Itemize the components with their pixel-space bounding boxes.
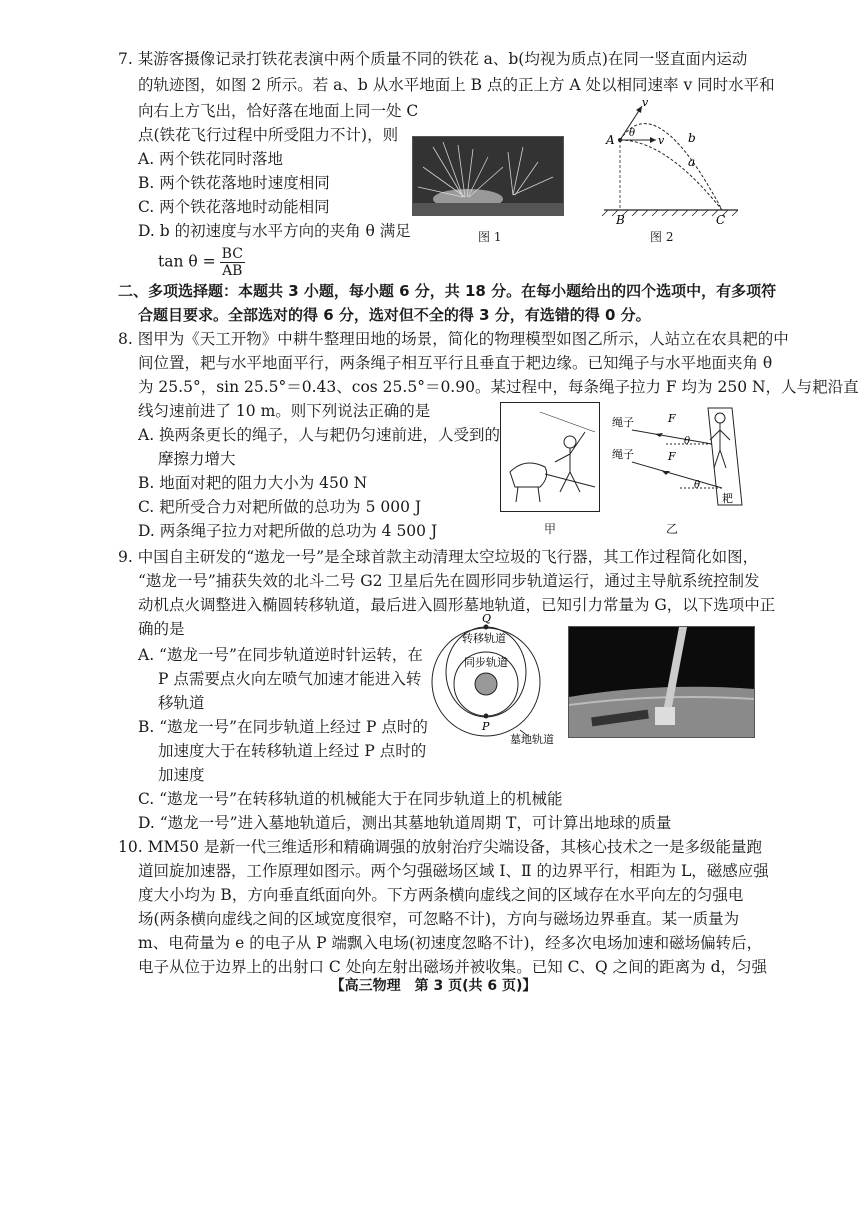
q9-option-a-line-1: A. “遨龙一号”在同步轨道逆时针运转，在 — [138, 646, 423, 664]
q8-angle-label-top: θ — [684, 436, 691, 447]
fig2-label-c-point: C — [716, 213, 726, 227]
q9-option-a-line-3: 移轨道 — [158, 694, 205, 712]
q10-line-2: 道回旋加速器，工作原理如图示。两个匀强磁场区域 Ⅰ、Ⅱ 的边界平行，相距为 L，磁感应强 — [138, 862, 769, 880]
q10-line-3: 度大小均为 B，方向垂直纸面向外。下方两条横向虚线之间的区域存在水平向左的匀强电 — [138, 886, 744, 904]
page-footer: 【高三物理 第 3 页(共 6 页)】 — [330, 978, 537, 994]
q7-line-4: 点(铁花飞行过程中所受阻力不计)，则 — [138, 126, 399, 144]
q9-label-q: Q — [482, 612, 492, 625]
fireworks-image — [413, 137, 563, 215]
q7-line-1: 7. 某游客摄像记录打铁花表演中两个质量不同的铁花 a、b(均视为质点)在同一竖直面内运动 — [118, 50, 748, 68]
q9-option-b-line-1: B. “遨龙一号”在同步轨道上经过 P 点时的 — [138, 718, 428, 736]
q8-line-1: 8. 图甲为《天工开物》中耕牛整理田地的场景，简化的物理模型如图乙所示，人站立在农具耙的中 — [118, 330, 789, 348]
q7-option-d: D. b 的初速度与水平方向的夹角 θ 满足 — [138, 222, 411, 240]
section-2-line-1: 二、多项选择题：本题共 3 小题，每小题 6 分，共 18 分。在每小题给出的四个选项中，有多项符 — [118, 282, 777, 300]
q9-label-p: P — [482, 720, 490, 733]
q7-option-b: B. 两个铁花落地时速度相同 — [138, 174, 330, 192]
q7-figure-2-caption: 图 2 — [650, 230, 674, 244]
q8-line-4: 线匀速前进了 10 m。则下列说法正确的是 — [138, 402, 431, 420]
q8-figure-jia-caption: 甲 — [544, 522, 557, 536]
fig2-label-v-angled: v — [642, 96, 649, 109]
q9-line-4: 确的是 — [138, 620, 185, 638]
q7-line-3: 向右上方飞出，恰好落在地面上同一处 C — [138, 102, 419, 120]
q9-option-a-line-2: P 点需要点火向左喷气加速才能进入转 — [158, 670, 422, 688]
q8-force-label-bottom: F — [668, 450, 676, 463]
q10-line-5: m、电荷量为 e 的电子从 P 端飘入电场(初速度忽略不计)，经多次电场加速和磁场偏转后， — [138, 934, 763, 952]
q8-rope-label-top: 绳子 — [612, 416, 634, 429]
q10-line-1: 10. MM50 是新一代三维适形和精确调强的放射治疗尖端设备，其核心技术之一是多级能量跑 — [118, 838, 762, 856]
fig2-label-a-point: A — [606, 133, 615, 147]
q9-option-b-line-3: 加速度 — [158, 766, 205, 784]
q7-option-c: C. 两个铁花落地时动能相同 — [138, 198, 330, 216]
q7-figure-1-photo — [412, 136, 564, 216]
q9-line-2: “遨龙一号”捕获失效的北斗二号 G2 卫星后先在圆形同步轨道运行，通过主导航系统控制发 — [138, 572, 760, 590]
q10-line-4: 场(两条横向虚线之间的区域宽度很窄，可忽略不计)，方向与磁场边界垂直。某一质量为 — [138, 910, 740, 928]
q7-tan-fraction — [220, 246, 245, 279]
q8-figure-yi-diagram — [610, 400, 750, 515]
fig2-label-b-curve: b — [688, 131, 696, 145]
q8-option-a-line-2: 摩擦力增大 — [158, 450, 236, 468]
spacecraft-image — [569, 627, 754, 737]
q8-line-3: 为 25.5°，sin 25.5°＝0.43、cos 25.5°＝0.90。某过程中，每条绳子拉力 F 均为 250 N，人与耙沿直 — [138, 378, 859, 396]
q8-figure-yi-caption: 乙 — [666, 522, 679, 536]
q10-line-6: 电子从位于边界上的出射口 C 处向左射出磁场并被收集。已知 C、Q 之间的距离为 d，匀强 — [138, 958, 767, 976]
q8-line-2: 间位置，耙与水平地面平行，两条绳子相互平行且垂直于耙边缘。已知绳子与水平地面夹角 θ — [138, 354, 773, 372]
q9-orbit-diagram — [428, 612, 558, 744]
q8-angle-label-bottom: θ — [694, 480, 701, 491]
fig2-label-v-horizontal: v — [658, 134, 665, 147]
q9-label-graveyard-orbit: 墓地轨道 — [510, 733, 554, 744]
section-2-line-2: 合题目要求。全部选对的得 6 分，选对但不全的得 3 分，有选错的得 0 分。 — [138, 306, 651, 324]
q9-line-1: 9. 中国自主研发的“遨龙一号”是全球首款主动清理太空垃圾的飞行器，其工作过程简化如图， — [118, 548, 759, 566]
q7-figure-2-diagram — [596, 96, 744, 228]
q7-tan-numerator: BC — [221, 246, 243, 262]
q8-rope-label-bottom: 绳子 — [612, 448, 634, 461]
q8-option-b: B. 地面对耙的阻力大小为 450 N — [138, 474, 368, 492]
q8-option-a-line-1: A. 换两条更长的绳子，人与耙仍匀速前进，人受到的 — [138, 426, 501, 444]
q9-label-transfer-orbit: 转移轨道 — [462, 632, 506, 645]
q9-option-d: D. “遨龙一号”进入墓地轨道后，测出其墓地轨道周期 T，可计算出地球的质量 — [138, 814, 672, 832]
fig2-label-a-curve: a — [688, 155, 696, 169]
q7-option-a: A. 两个铁花同时落地 — [138, 150, 284, 168]
q9-option-c: C. “遨龙一号”在转移轨道的机械能大于在同步轨道上的机械能 — [138, 790, 563, 808]
fig2-label-theta: θ — [629, 128, 636, 139]
q9-spacecraft-photo — [568, 626, 755, 738]
q8-force-label-top: F — [668, 412, 676, 425]
q8-rake-label: 耙 — [722, 492, 733, 505]
q7-line-2: 的轨迹图，如图 2 所示。若 a、b 从水平地面上 B 点的正上方 A 处以相同速率 v 同时水平和 — [138, 76, 775, 94]
q9-label-sync-orbit: 同步轨道 — [464, 656, 508, 669]
q8-option-c: C. 耙所受合力对耙所做的总功为 5 000 J — [138, 498, 422, 516]
q7-figure-1-caption: 图 1 — [478, 230, 502, 244]
q7-tan-denominator: AB — [222, 263, 243, 279]
q8-option-d: D. 两条绳子拉力对耙所做的总功为 4 500 J — [138, 522, 438, 540]
q8-figure-jia-drawing — [500, 402, 600, 512]
q7-tan-formula — [158, 246, 245, 279]
q9-line-3: 动机点火调整进入椭圆转移轨道，最后进入圆形墓地轨道，已知引力常量为 G，以下选项中正 — [138, 596, 776, 614]
q9-option-b-line-2: 加速度大于在转移轨道上经过 P 点时的 — [158, 742, 427, 760]
q7-tan-label: tan θ = — [158, 252, 216, 271]
fig2-label-b-point: B — [616, 213, 625, 227]
